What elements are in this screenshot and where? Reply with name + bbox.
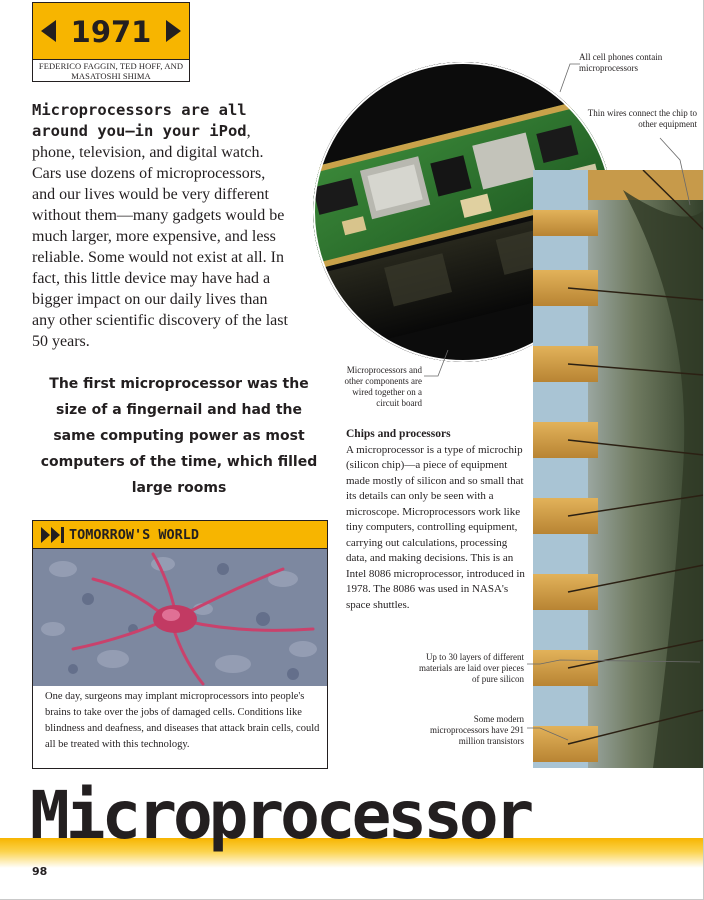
- cell-phones-label: All cell phones contain microprocessors: [579, 52, 663, 73]
- page-number: 98: [32, 865, 48, 878]
- lead-bold-text: Microprocessors are all around you—in your iPod: [32, 101, 247, 140]
- page-title: Microprocessor: [30, 777, 531, 854]
- tomorrows-world-text: One day, surgeons may implant microprocessors into people's brains to take over the jobs of damaged cells. Conditions like blindness and deafness, and diseases that attack brain cells, could all be treated with this technology.: [45, 691, 320, 750]
- inventors-label: FEDERICO FAGGIN, TED HOFF, AND MASATOSHI SHIMA: [38, 61, 184, 81]
- neuron-photo: [33, 549, 327, 686]
- components-label: Microprocessors and other components are wired together on a circuit board: [344, 365, 422, 408]
- chips-section-title: Chips and processors: [346, 428, 451, 440]
- transistors-label: Some modern microprocessors have 291 million transistors: [430, 714, 524, 746]
- pull-quote: The first microprocessor was the size of a fingernail and had the same computing power as most computers of the time, which filled large rooms: [40, 376, 318, 496]
- thin-wires-label: Thin wires connect the chip to other equipment: [587, 108, 697, 129]
- tomorrows-world-title: TOMORROW'S WORLD: [69, 527, 200, 543]
- tomorrows-world-box: [32, 520, 328, 769]
- year-label: 1971: [70, 15, 152, 49]
- lead-body-text: , phone, television, and digital watch. Cars use dozens of microprocessors, and our lives would be very different without them—many gadgets would be much larger, more expensive, and less reliable. Some would not exist at all. In fact, this little device may have had a bigger impact on our daily lives than any other scientific discovery of the last 50 years.: [32, 123, 288, 350]
- chips-section-body: A microprocessor is a type of microchip (silicon chip)—a piece of equipment made mostly of silicon and so small that its details can only be seen with a microscope. Microprocessors work like tiny computers, controlling equipment, carrying out calculations, processing data, and making decisions. This is an Intel 8086 microprocessor, introduced in 1978. The 8086 was used in NASA's space shuttles.: [346, 443, 525, 611]
- tomorrows-world-header: [33, 521, 327, 549]
- neuron-illustration: [33, 549, 327, 686]
- chips-section: [346, 427, 526, 613]
- layers-label: Up to 30 layers of different materials are laid over pieces of pure silicon: [419, 652, 524, 684]
